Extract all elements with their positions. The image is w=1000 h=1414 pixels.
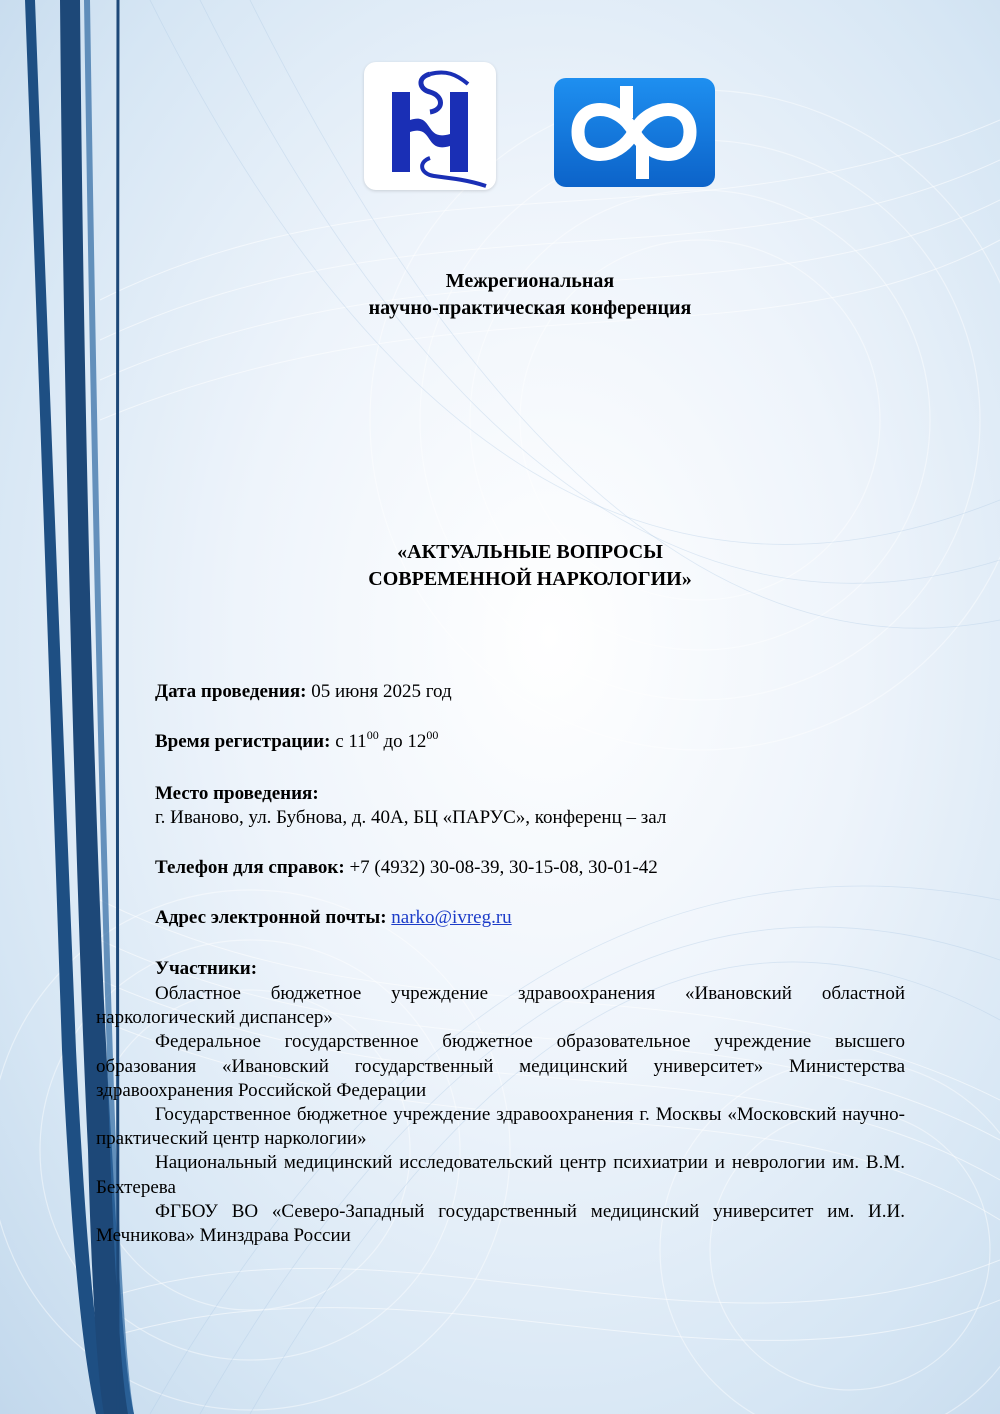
venue-block — [155, 782, 666, 830]
conference-type-line2: научно-практическая конференция — [368, 297, 692, 319]
conference-title-line1: «АКТУАЛЬНЫЕ ВОПРОСЫ — [397, 541, 663, 563]
hospital-emblem-logo — [364, 62, 496, 190]
phone-row — [155, 856, 658, 880]
date-row — [155, 680, 452, 704]
email-link[interactable]: narko@ivreg.ru — [391, 907, 512, 928]
participants-list — [96, 982, 905, 1248]
time-to: до 12 — [383, 731, 427, 752]
time-from: с 11 — [335, 731, 367, 752]
registration-time-row — [155, 730, 438, 754]
participant-item: ФГБОУ ВО «Северо-Западный государственный медицинский университет им. И.И. Мечникова» Минздрава России — [96, 1200, 905, 1247]
phone-label: Телефон для справок: — [155, 857, 345, 878]
participants-heading — [155, 957, 257, 981]
conference-type-line1: Межрегиональная — [445, 270, 615, 292]
participants-label: Участники: — [155, 958, 258, 979]
time-to-minutes: 00 — [426, 728, 439, 742]
infinity-emblem-icon — [554, 78, 715, 187]
email-row — [155, 906, 512, 930]
date-label: Дата проведения: — [155, 681, 307, 702]
time-from-minutes: 00 — [366, 728, 379, 742]
venue-value: г. Иваново, ул. Бубнова, д. 40А, БЦ «ПАРУС», конференц – зал — [155, 807, 667, 828]
email-label: Адрес электронной почты: — [155, 907, 387, 928]
venue-label: Место проведения: — [155, 783, 319, 804]
participant-item: Федеральное государственное бюджетное образовательное учреждение высшего образования «Ивановский государственный медицинский университет» Министерства здравоохранения Российской Федерации — [96, 1031, 905, 1101]
phone-value: +7 (4932) 30-08-39, 30-15-08, 30-01-42 — [349, 857, 658, 878]
date-value: 05 июня 2025 год — [311, 681, 452, 702]
conference-title-line2: СОВРЕМЕННОЙ НАРКОЛОГИИ» — [368, 568, 692, 590]
serpent-cross-emblem-icon — [364, 62, 496, 190]
conference-type-heading — [0, 268, 1000, 322]
conference-title — [0, 539, 1000, 593]
participant-item: Государственное бюджетное учреждение здравоохранения г. Москвы «Московский научно-практический центр наркологии» — [96, 1104, 905, 1150]
participant-item: Областное бюджетное учреждение здравоохранения «Ивановский областной наркологический диспансер» — [96, 983, 905, 1029]
university-emblem-logo — [554, 78, 715, 187]
participant-item: Национальный медицинский исследовательский центр психиатрии и неврологии им. В.М. Бехтерева — [96, 1152, 905, 1198]
registration-time-label: Время регистрации: — [155, 731, 331, 752]
